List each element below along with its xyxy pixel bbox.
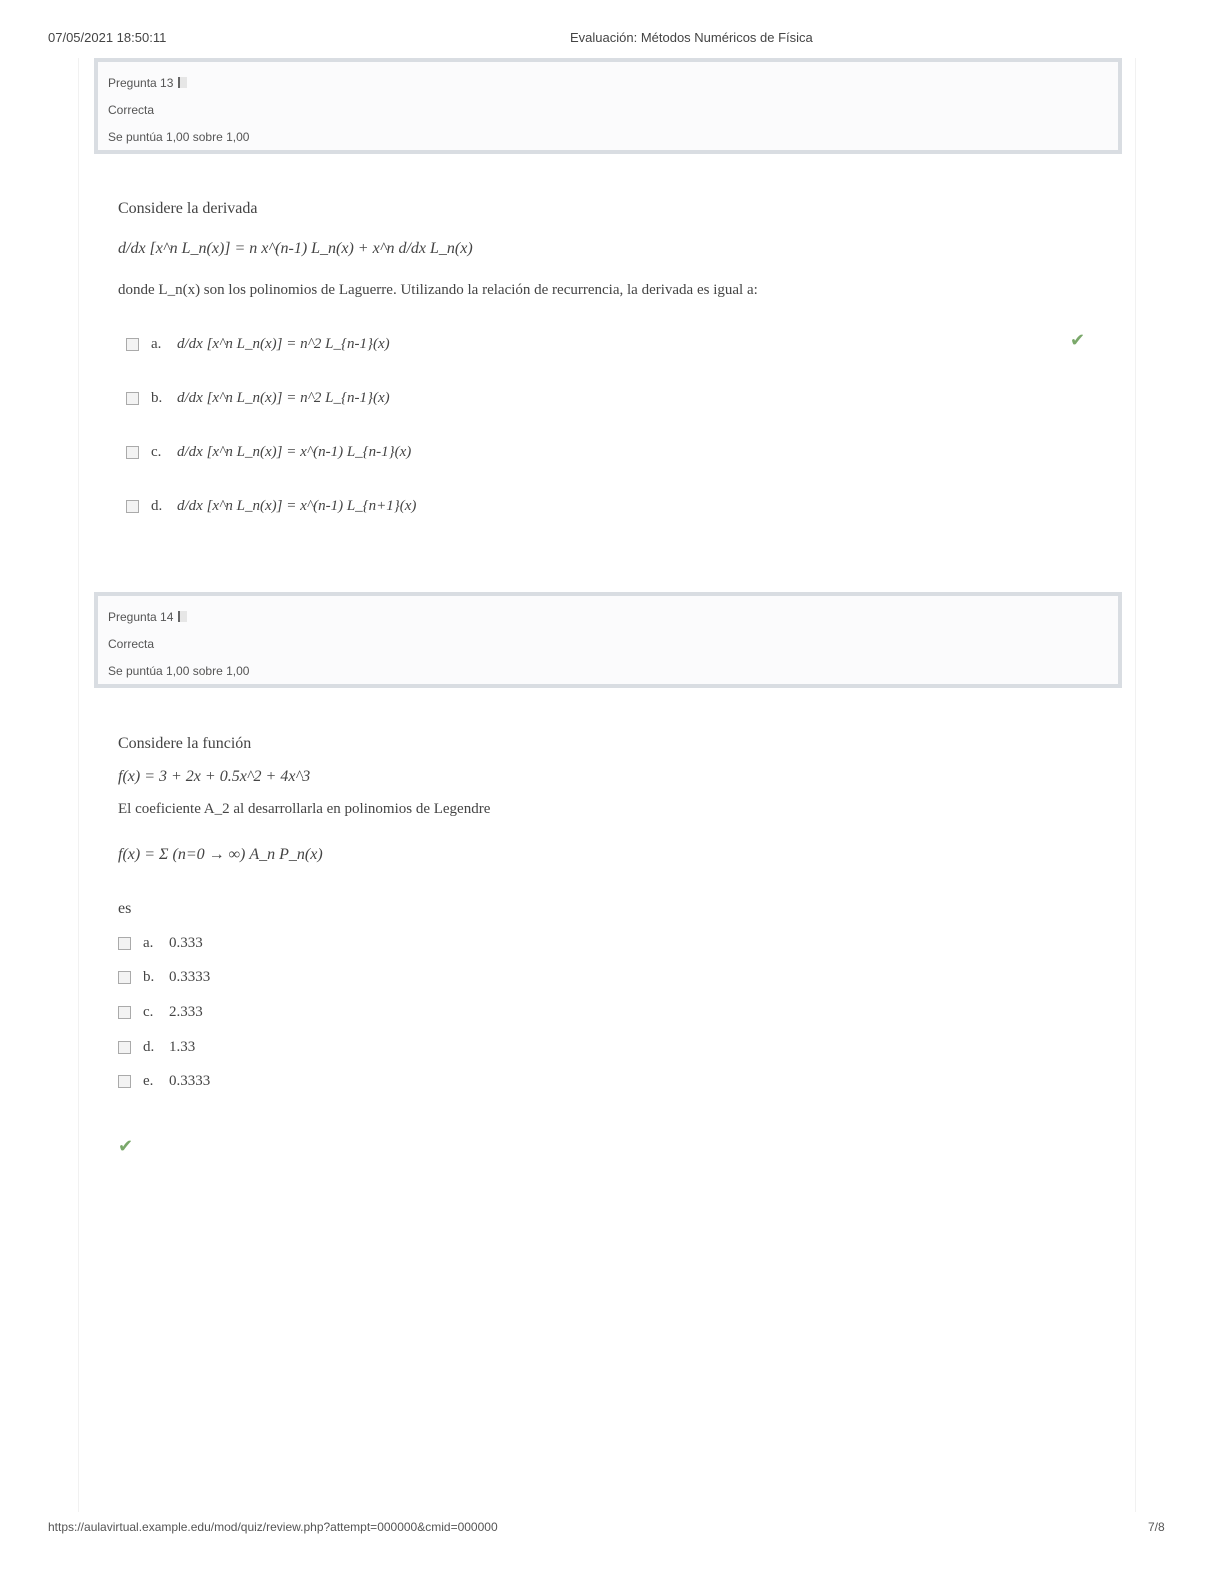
option-b[interactable]: b. 0.3333: [118, 969, 210, 986]
expansion-formula: f(x) = Σ (n=0 → ∞) A_n P_n(x): [118, 846, 323, 863]
question-label: Pregunta: [108, 610, 157, 624]
question-number: 13: [160, 76, 174, 90]
question-number: 14: [160, 610, 174, 624]
question-info-14: [94, 592, 1122, 688]
option-d[interactable]: d. d/dx [x^n L_n(x)] = x^(n-1) L_{n+1}(x): [126, 498, 416, 515]
option-d[interactable]: d. 1.33: [118, 1039, 195, 1056]
option-c[interactable]: c. 2.333: [118, 1004, 203, 1021]
print-date: 07/05/2021 18:50:11: [48, 30, 167, 45]
option-radio[interactable]: [118, 1006, 131, 1019]
question-formula: f(x) = 3 + 2x + 0.5x^2 + 4x^3: [118, 768, 311, 785]
flag-icon[interactable]: [178, 77, 187, 88]
question-text: donde L_n(x) son los polinomios de Laguerre. Utilizando la relación de recurrencia, la derivada es igual a:: [118, 282, 758, 298]
question-text: El coeficiente A_2 al desarrollarla en polinomios de Legendre: [118, 801, 491, 817]
option-radio[interactable]: [126, 500, 139, 513]
question-score: Se puntúa 1,00 sobre 1,00: [108, 130, 250, 144]
check-icon: ✔: [118, 1136, 134, 1156]
option-a[interactable]: a. 0.333: [118, 935, 203, 952]
question-intro: Considere la función: [118, 735, 252, 752]
question-label: Pregunta: [108, 76, 157, 90]
option-b[interactable]: b. d/dx [x^n L_n(x)] = n^2 L_{n-1}(x): [126, 390, 390, 407]
print-url: https://aulavirtual.example.edu/mod/quiz/review.php?attempt=000000&cmid=000000: [48, 1520, 498, 1534]
option-radio[interactable]: [118, 1075, 131, 1088]
option-radio[interactable]: [126, 392, 139, 405]
print-title: Evaluación: Métodos Numéricos de Física: [570, 30, 813, 45]
option-radio[interactable]: [118, 937, 131, 950]
option-radio[interactable]: [118, 971, 131, 984]
option-e[interactable]: e. 0.3333: [118, 1073, 210, 1090]
question-status: Correcta: [108, 103, 155, 117]
option-radio[interactable]: [126, 446, 139, 459]
option-radio[interactable]: [118, 1041, 131, 1054]
question-score: Se puntúa 1,00 sobre 1,00: [108, 664, 250, 678]
check-icon: ✔: [1070, 330, 1086, 350]
option-radio[interactable]: [126, 338, 139, 351]
option-c[interactable]: c. d/dx [x^n L_n(x)] = x^(n-1) L_{n-1}(x): [126, 444, 411, 461]
question-info-13: [94, 58, 1122, 154]
question-status: Correcta: [108, 637, 155, 651]
question-formula: d/dx [x^n L_n(x)] = n x^(n-1) L_n(x) + x^n d/dx L_n(x): [118, 240, 473, 257]
option-a[interactable]: a. d/dx [x^n L_n(x)] = n^2 L_{n-1}(x): [126, 336, 390, 353]
page-number: 7/8: [1148, 1520, 1165, 1534]
flag-icon[interactable]: [178, 611, 187, 622]
question-es: es: [118, 900, 132, 917]
question-intro: Considere la derivada: [118, 200, 258, 217]
